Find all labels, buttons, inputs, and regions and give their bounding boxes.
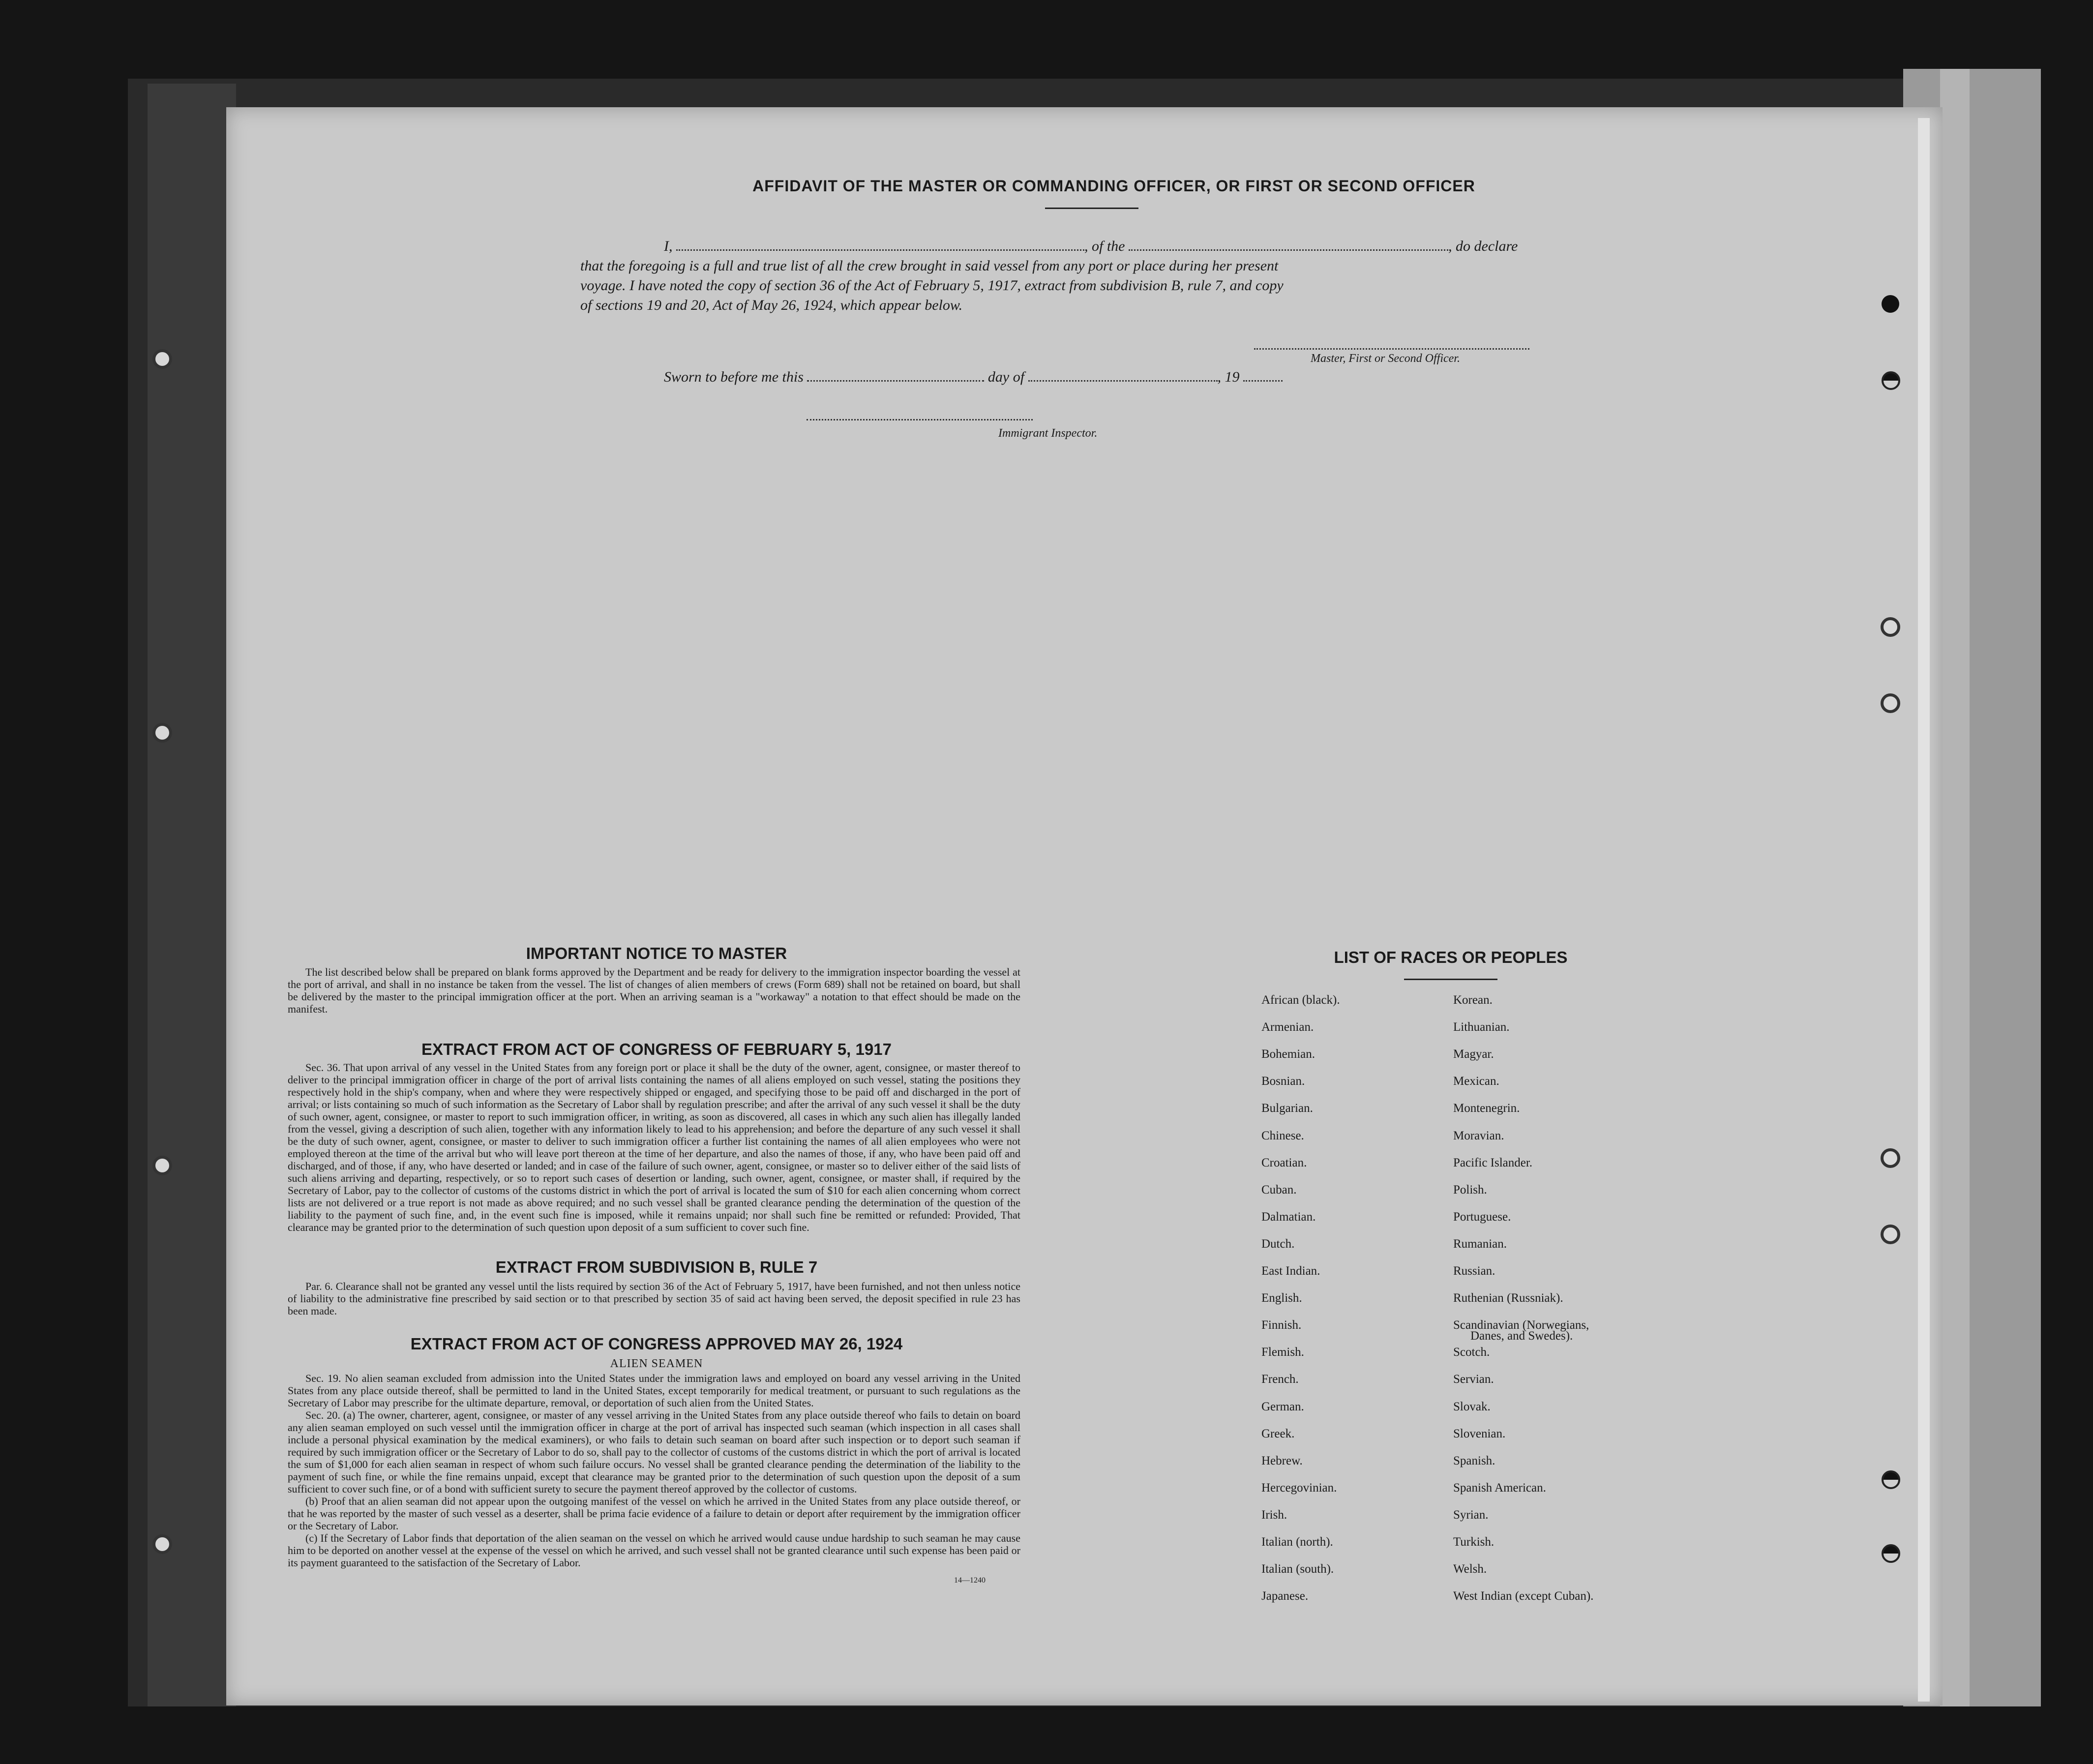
race-item: Servian. <box>1453 1373 1494 1386</box>
binder-hole <box>1882 371 1900 390</box>
race-item: English. <box>1261 1291 1302 1305</box>
race-item: Croatian. <box>1261 1156 1307 1169</box>
race-item: Rumanian. <box>1453 1237 1507 1251</box>
race-item: Moravian. <box>1453 1129 1504 1142</box>
section-36-paragraph: Sec. 36. That upon arrival of any vessel in the United States from any foreign port or place it shall be the duty of the owner, agent, consignee, or master thereof to deliver to the principal immigration officer in charge of the port of arrival lists containing the names of all aliens employed on such vessel, stating the positions they respectively hold in the ship's company, when and where they were respectively shipped or engaged, and specifying those to be paid off and discharged in the port of arrival; or lists containing so much of such information as the Secretary of Labor shall by regulation prescribe; and after the arrival of any such vessel it shall be the duty of such owner, agent, consignee, or master to report to such immigration officer, in writing, as soon as discovered, all cases in which any such alien has illegally landed from the vessel, giving a description of such alien, together with any information likely to lead to his apprehension; and before the departure of any such vessel it shall be the duty of such owner, agent, consignee, or master to deliver to such immigration officer a further list containing the names of all alien employees who were not employed thereon at the time of the arrival but who will leave port thereon at the time of her departure, and also the names of those, if any, who have been paid off and discharged, and of those, if any, who have deserted or landed; and in case of the failure of such owner, agent, consignee, or master so to deliver either of the said lists of such aliens arriving and departing, respectively, or so to report such cases of desertion or landing, such owner, agent, consignee, or master shall, if required by the Secretary of Labor, pay to the collector of customs of the customs district in which the port of arrival is located the sum of $10 for each alien concerning whom correct lists are not delivered or a true report is not made as above required; and no such vessel shall be granted clearance pending the determination of the question of the liability to the payment of such fine, and, in the event such fine is imposed, while it remains unpaid; nor shall such fine be remitted or refunded: Provided, That clearance may be granted prior to the determination of such question upon deposit of a sum sufficient to cover such fine. <box>288 1061 1020 1233</box>
race-item: Chinese. <box>1261 1129 1304 1142</box>
do-declare-label: , do declare <box>1448 238 1518 254</box>
section-20b-paragraph: (b) Proof that an alien seaman did not appear upon the outgoing manifest of the vessel on which he arrived in the United States from any place outside thereof, or that he was reported by the master of such vessel as a deserter, shall be prima facie evidence of a failure to detain or deport after requirement by the immigration officer or the Secretary of Labor. <box>288 1495 1020 1532</box>
section-20a-paragraph: Sec. 20. (a) The owner, charterer, agent, consignee, or master of any vessel arriving in the United States from any place outside thereof who fails to detain on board any alien seaman employed on such vessel until the immigration officer in charge at the port of arrival has inspected such seaman (which inspection in all cases shall include a personal physical examination by the medical examiners), or who fails to detain such seaman on board after such inspection or to deport such seaman if required by such immigration officer or the Secretary of Labor to do so, shall pay to the collector of customs of the customs district in which the port of arrival is located the sum of $1,000 for each alien seaman in respect of whom such failure occurs. No vessel shall be granted clearance pending the determination of the liability to the payment of such fine, or while the fine remains unpaid, except that clearance may be granted prior to the determination of such question upon the deposit of a sum sufficient to cover such fine, or of a bond with sufficient surety to secure the payment thereof approved by the collector of customs. <box>288 1409 1020 1495</box>
race-item: Flemish. <box>1261 1345 1304 1359</box>
page-fold-edge <box>1918 118 1930 1702</box>
race-item: Dutch. <box>1261 1237 1295 1251</box>
sworn-day-field[interactable] <box>807 380 984 382</box>
sworn-line <box>664 369 1283 386</box>
affidavit-title: AFFIDAVIT OF THE MASTER OR COMMANDING OFFICER, OR FIRST OR SECOND OFFICER <box>752 177 1475 195</box>
race-item: Greek. <box>1261 1427 1295 1440</box>
race-item: Slovenian. <box>1453 1427 1506 1440</box>
binder-hole <box>1882 1544 1900 1563</box>
race-item: Portuguese. <box>1453 1210 1511 1224</box>
race-item: Slovak. <box>1453 1400 1491 1413</box>
race-item: Montenegrin. <box>1453 1102 1520 1115</box>
race-item: Spanish American. <box>1453 1481 1546 1495</box>
race-item: Japanese. <box>1261 1589 1309 1603</box>
film-edge-left <box>148 84 236 1706</box>
sworn-year-field[interactable] <box>1243 380 1283 382</box>
race-item: Bulgarian. <box>1261 1102 1313 1115</box>
race-item: Cuban. <box>1261 1183 1297 1196</box>
i-label: I, <box>664 238 673 254</box>
notice-body <box>288 966 1020 1015</box>
sworn-label: Sworn to before me this <box>664 369 804 385</box>
race-item: Bohemian. <box>1261 1047 1316 1061</box>
binder-hole <box>1881 617 1900 637</box>
race-item: Welsh. <box>1453 1562 1487 1576</box>
binder-hole <box>1882 1470 1900 1489</box>
race-item: Russian. <box>1453 1264 1495 1278</box>
race-item: Irish. <box>1261 1508 1287 1522</box>
binder-hole <box>152 1156 172 1175</box>
binder-hole <box>1882 295 1899 313</box>
of-the-label: , of the <box>1084 238 1125 254</box>
races-title: LIST OF RACES OR PEOPLES <box>1334 948 1568 966</box>
race-item: Pacific Islander. <box>1453 1156 1533 1169</box>
binder-hole <box>152 349 172 369</box>
race-item: Magyar. <box>1453 1047 1494 1061</box>
title-underline <box>1045 208 1138 209</box>
affidavit-line-3: voyage. I have noted the copy of section 36 of the Act of February 5, 1917, extract from subdivision B, rule 7, and copy <box>580 277 1284 294</box>
race-item: Bosnian. <box>1261 1075 1305 1088</box>
alien-seamen-subtitle: ALIEN SEAMEN <box>610 1357 703 1370</box>
race-item: African (black). <box>1261 993 1340 1007</box>
section-19-paragraph: Sec. 19. No alien seaman excluded from admission into the United States under the immigration laws and employed on board any vessel arriving in the United States from any place outside thereof, shall be permitted to land in the United States, except temporarily for medical treatment, or pursuant to such regulations as the Secretary of Labor may prescribe for the ultimate departure, removal, or deportation of such alien from the United States. <box>288 1372 1020 1409</box>
race-item: Spanish. <box>1453 1454 1495 1467</box>
inspector-label: Immigrant Inspector. <box>998 427 1098 440</box>
race-item: Syrian. <box>1453 1508 1489 1522</box>
race-item: Hercegovinian. <box>1261 1481 1337 1495</box>
race-item: Dalmatian. <box>1261 1210 1316 1224</box>
affidavit-line-1 <box>664 238 1564 255</box>
race-item: Scandinavian (Norwegians, <box>1453 1318 1589 1332</box>
race-item: East Indian. <box>1261 1264 1320 1278</box>
form-number: 14—1240 <box>954 1576 986 1585</box>
paragraph-6: Par. 6. Clearance shall not be granted any vessel until the lists required by section 36 of the Act of February 5, 1917, have been furnished, and not then unless notice of liability to the administrative fine prescribed by said section or to that prescribed by section 35 of said act having been served, the deposit specified in rule 23 has been made. <box>288 1280 1020 1317</box>
race-item: Ruthenian (Russniak). <box>1453 1291 1563 1305</box>
notice-title: IMPORTANT NOTICE TO MASTER <box>526 944 787 962</box>
race-item: Scotch. <box>1453 1345 1490 1359</box>
affidavit-line-2: that the foregoing is a full and true list of all the crew brought in said vessel from any port or place during her present <box>580 258 1279 274</box>
race-item: Armenian. <box>1261 1020 1314 1034</box>
binder-hole <box>1881 1225 1900 1244</box>
master-signature-label: Master, First or Second Officer. <box>1311 352 1460 365</box>
extract-1917-title: EXTRACT FROM ACT OF CONGRESS OF FEBRUARY 5, 1917 <box>421 1040 892 1058</box>
binder-hole <box>1881 1148 1900 1168</box>
race-item: Hebrew. <box>1261 1454 1303 1467</box>
film-strip-right <box>1940 69 1970 1706</box>
affidavit-line-4: of sections 19 and 20, Act of May 26, 1924, which appear below. <box>580 297 963 313</box>
binder-hole <box>152 1534 172 1554</box>
race-item-continuation: Danes, and Swedes). <box>1470 1329 1573 1343</box>
race-item: Italian (north). <box>1261 1535 1333 1549</box>
inspector-signature-line[interactable] <box>807 419 1033 420</box>
race-item: German. <box>1261 1400 1304 1413</box>
race-item: Mexican. <box>1453 1075 1499 1088</box>
race-item: Korean. <box>1453 993 1493 1007</box>
race-item: Lithuanian. <box>1453 1020 1510 1034</box>
race-item: Finnish. <box>1261 1318 1302 1332</box>
section-20c-paragraph: (c) If the Secretary of Labor finds that deportation of the alien seaman on the vessel on which he arrived would cause undue hardship to such seaman he may cause him to be deported on another vessel at the expense of the vessel on which he arrived, and such vessel shall not be granted clearance until such expense has been paid or its payment guaranteed to the satisfaction of the Secretary of Labor. <box>288 1532 1020 1569</box>
races-title-underline <box>1404 979 1497 980</box>
binder-hole <box>1881 693 1900 713</box>
extract-1924-body <box>288 1372 1020 1569</box>
vessel-name-field[interactable] <box>1129 249 1448 251</box>
master-signature-line[interactable] <box>1254 348 1529 350</box>
master-name-field[interactable] <box>676 249 1084 251</box>
race-item: West Indian (except Cuban). <box>1453 1589 1594 1603</box>
sworn-month-field[interactable] <box>1028 380 1218 382</box>
extract-1924-title: EXTRACT FROM ACT OF CONGRESS APPROVED MAY 26, 1924 <box>410 1335 903 1353</box>
extract-1917-body <box>288 1061 1020 1233</box>
day-of-label: day of <box>987 369 1025 385</box>
race-item: Polish. <box>1453 1183 1487 1196</box>
notice-paragraph: The list described below shall be prepared on blank forms approved by the Department and be ready for delivery to the immigration inspector boarding the vessel at the port of arrival, and shall in no instance be taken from the vessel. The list of changes of alien members of crews (Form 689) shall not be retained on board, but shall be delivered by the master to the principal immigration officer at the port. When an arriving seaman is a "workaway" a notation to that effect should be made on the manifest. <box>288 966 1020 1015</box>
race-item: Turkish. <box>1453 1535 1495 1549</box>
extract-rule7-body <box>288 1280 1020 1317</box>
race-item: Italian (south). <box>1261 1562 1334 1576</box>
extract-rule7-title: EXTRACT FROM SUBDIVISION B, RULE 7 <box>495 1258 818 1276</box>
race-item: French. <box>1261 1373 1299 1386</box>
year-label: , 19 <box>1217 369 1240 385</box>
binder-hole <box>152 723 172 743</box>
